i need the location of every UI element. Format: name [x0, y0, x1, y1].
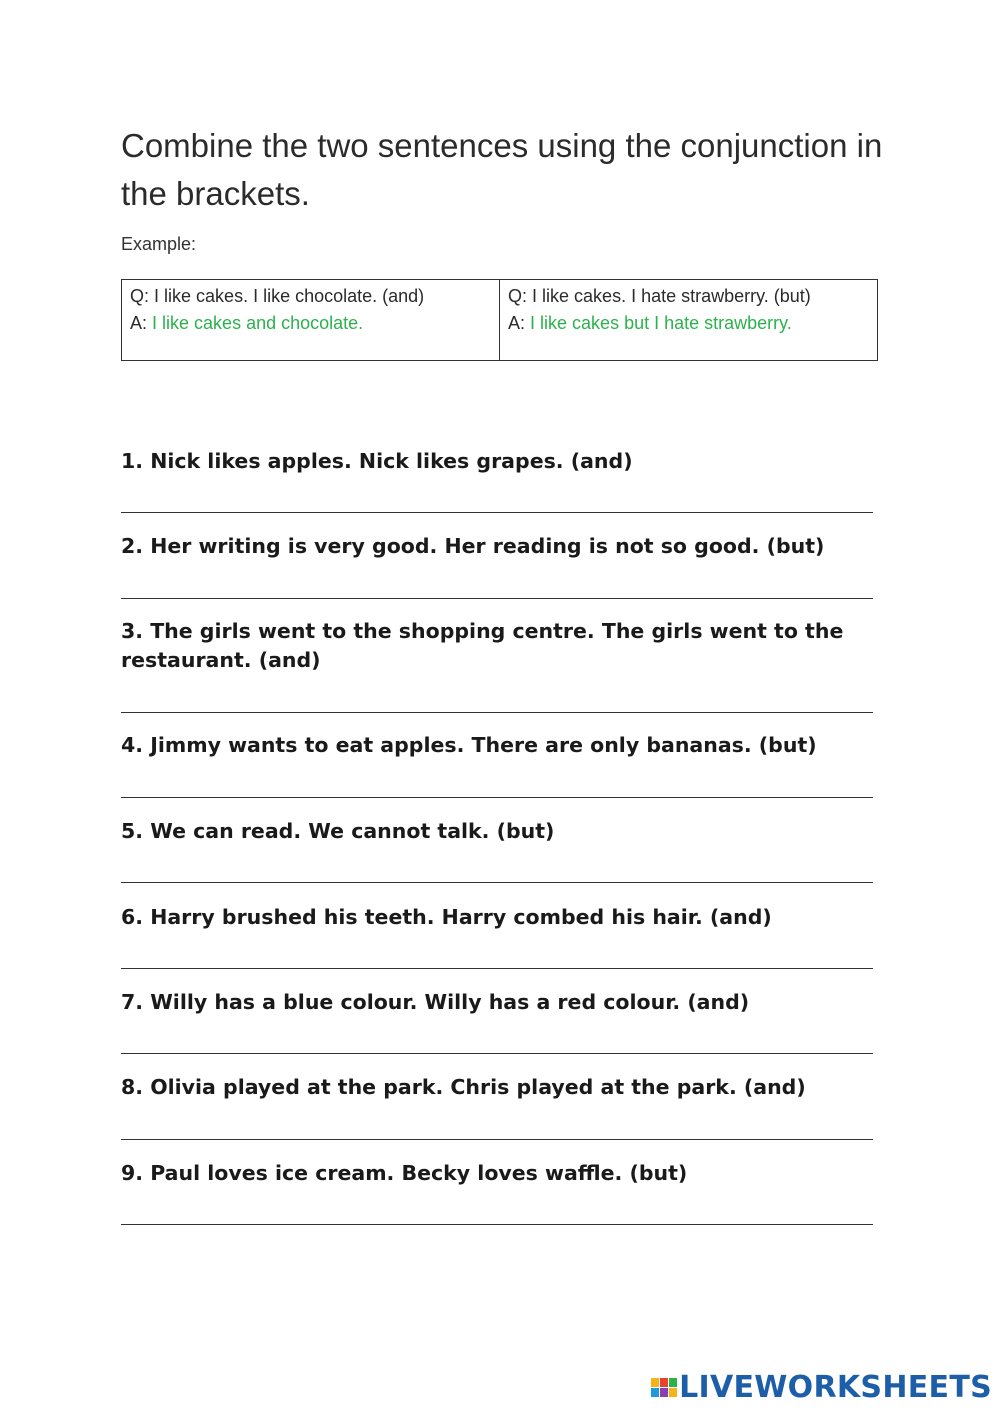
q-prefix: Q: [130, 286, 150, 306]
a-prefix: A: [508, 313, 526, 333]
question-2: 2. Her writing is very good. Her reading is not so good. (but) [121, 534, 825, 558]
example-answer-text: I like cakes and chocolate. [152, 313, 364, 333]
answer-line-3[interactable] [121, 712, 873, 713]
answer-line-4[interactable] [121, 797, 873, 798]
answer-line-6[interactable] [121, 968, 873, 969]
example-answer [130, 310, 491, 337]
answer-line-2[interactable] [121, 598, 873, 599]
page-title: Combine the two sentences using the conjunction in the brackets. [121, 127, 883, 212]
question-9: 9. Paul loves ice cream. Becky loves waffle. (but) [121, 1161, 688, 1185]
question-4: 4. Jimmy wants to eat apples. There are only bananas. (but) [121, 733, 817, 757]
example-answer-text: I like cakes but I hate strawberry. [530, 313, 792, 333]
example-answer [508, 310, 869, 337]
answer-line-9[interactable] [121, 1224, 873, 1225]
question-5: 5. We can read. We cannot talk. (but) [121, 819, 555, 843]
answer-line-1[interactable] [121, 512, 873, 513]
question-6: 6. Harry brushed his teeth. Harry combed his hair. (and) [121, 905, 772, 929]
example-question-text: I like cakes. I hate strawberry. (but) [532, 286, 811, 306]
example-cell-1 [122, 280, 499, 360]
answer-line-8[interactable] [121, 1139, 873, 1140]
question-8: 8. Olivia played at the park. Chris played at the park. (and) [121, 1075, 806, 1099]
example-question [130, 283, 491, 310]
liveworksheets-logo [651, 1370, 992, 1405]
example-question-text: I like cakes. I like chocolate. (and) [154, 286, 425, 306]
question-3: 3. The girls went to the shopping centre. The girls went to the restaurant. (and) [121, 619, 844, 672]
logo-blocks-icon [651, 1378, 677, 1397]
q-prefix: Q: [508, 286, 528, 306]
example-label: Example: [121, 234, 197, 254]
a-prefix: A: [130, 313, 148, 333]
question-7: 7. Willy has a blue colour. Willy has a red colour. (and) [121, 990, 750, 1014]
brand-name: LIVEWORKSHEETS [679, 1370, 992, 1405]
example-cell-2 [499, 280, 877, 360]
answer-line-7[interactable] [121, 1053, 873, 1054]
question-1: 1. Nick likes apples. Nick likes grapes. (and) [121, 449, 633, 473]
example-table [121, 279, 878, 361]
example-question [508, 283, 869, 310]
answer-line-5[interactable] [121, 882, 873, 883]
